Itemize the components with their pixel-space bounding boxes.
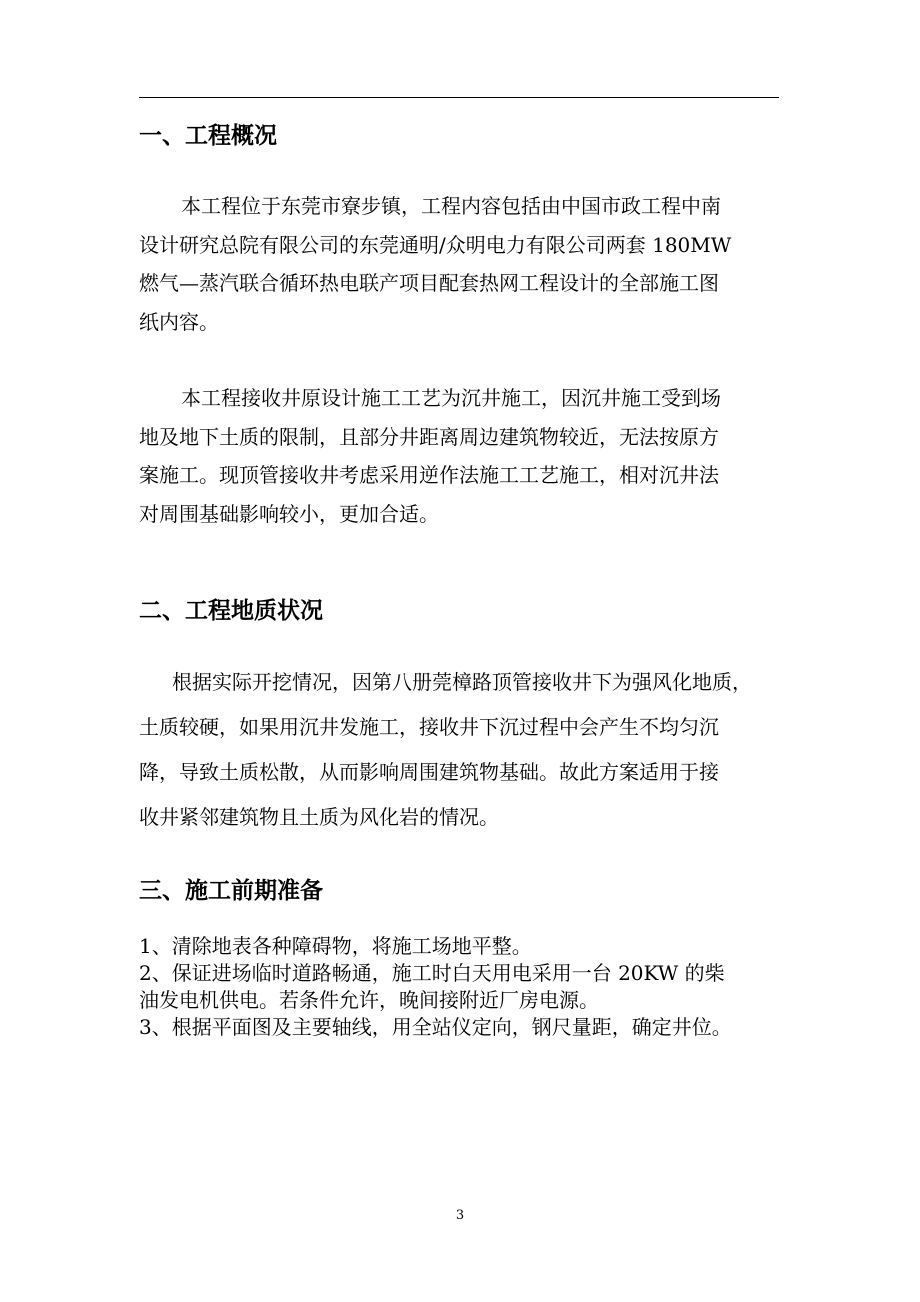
section-heading-preparation: 三、施工前期准备 — [139, 878, 323, 904]
section-heading-geology: 二、工程地质状况 — [139, 598, 323, 624]
paragraph-geology — [139, 660, 779, 840]
paragraph-overview-2 — [139, 379, 779, 533]
list-item-continued: 油发电机供电。若条件允许，晚间接附近厂房电源。 — [139, 988, 599, 1012]
text-line: 对周围基础影响较小，更加合适。 — [139, 501, 439, 526]
list-item: 2、保证进场临时道路畅通，施工时白天用电采用一台 20KW 的柴 — [139, 961, 725, 985]
header-rule — [139, 97, 779, 98]
text-line: 本工程接收井原设计施工工艺为沉井施工，因沉井施工受到场 — [181, 386, 721, 410]
section-heading-overview: 一、工程概况 — [139, 123, 277, 149]
text-line: 案施工。现顶管接收井考虑采用逆作法施工工艺施工，相对沉井法 — [139, 463, 719, 487]
list-item: 3、根据平面图及主要轴线，用全站仪定向，钢尺量距，确定井位。 — [139, 1015, 732, 1039]
text-line: 设计研究总院有限公司的东莞通明/众明电力有限公司两套 180MW — [139, 232, 732, 257]
list-item: 1、清除地表各种障碍物，将施工场地平整。 — [139, 934, 532, 958]
text-line: 收井紧邻建筑物且土质为风化岩的情况。 — [139, 805, 499, 829]
text-line: 根据实际开挖情况，因第八册莞樟路顶管接收井下为强风化地质， — [172, 670, 752, 694]
preparation-list — [139, 933, 779, 1041]
text-line: 降，导致土质松散，从而影响周围建筑物基础。故此方案适用于接 — [139, 760, 719, 784]
text-line: 纸内容。 — [139, 309, 219, 334]
paragraph-overview-1 — [139, 187, 779, 341]
text-line: 本工程位于东莞市寮步镇，工程内容包括由中国市政工程中南 — [181, 194, 721, 218]
page-number: 3 — [455, 1208, 465, 1223]
text-line: 土质较硬，如果用沉井发施工，接收井下沉过程中会产生不均匀沉 — [139, 715, 719, 739]
text-line: 地及地下土质的限制，且部分井距离周边建筑物较近，无法按原方 — [139, 424, 719, 449]
text-line: 燃气—蒸汽联合循环热电联产项目配套热网工程设计的全部施工图 — [139, 271, 719, 295]
